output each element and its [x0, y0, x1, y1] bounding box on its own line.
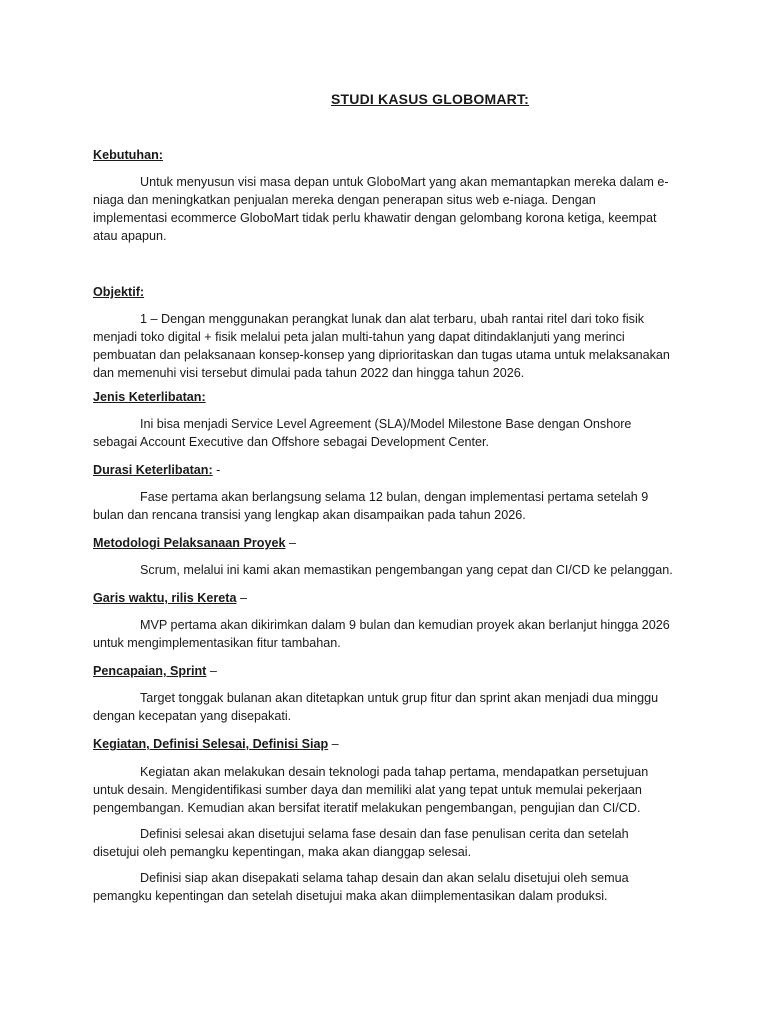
paragraph-kegiatan-1: Kegiatan akan melakukan desain teknologi pada tahap pertama, mendapatkan persetujuan untuk desain. Mengidentifikasi sumber daya dan memiliki alat yang tepat untuk memulai pekerjaan pengembangan. Kemudian akan bersifat iteratif melakukan pengembangan, pengujian dan CI/CD.	[93, 765, 649, 815]
paragraph-garis-waktu: MVP pertama akan dikirimkan dalam 9 bulan dan kemudian proyek akan berlanjut hingga 2026 untuk mengimplementasikan fitur tambahan.	[93, 618, 670, 650]
paragraph-metodologi: Scrum, melalui ini kami akan memastikan pengembangan yang cepat dan CI/CD ke pelanggan.	[140, 563, 673, 577]
section-heading-kegiatan	[93, 735, 673, 753]
paragraph-kegiatan-2: Definisi selesai akan disetujui selama fase desain dan fase penulisan cerita dan setelah disetujui oleh pemangku kepentingan, maka akan dianggap selesai.	[93, 827, 629, 859]
heading-dash: –	[206, 664, 217, 678]
section-heading-durasi	[93, 461, 673, 479]
paragraph-kebutuhan: Untuk menyusun visi masa depan untuk GloboMart yang akan memantapkan mereka dalam e-niaga dan meningkatkan penjualan mereka dengan penerapan situs web e-niaga. Dengan implementasi ecommerce GloboMart tidak perlu khawatir dengan gelombang korona ketiga, keempat atau apapun.	[93, 175, 669, 243]
document-body	[93, 146, 673, 905]
heading-label: Kegiatan, Definisi Selesai, Definisi Siap	[93, 737, 329, 751]
heading-dash: –	[236, 591, 248, 605]
paragraph-pencapaian: Target tonggak bulanan akan ditetapkan untuk grup fitur dan sprint akan menjadi dua minggu dengan kecepatan yang disepakati.	[93, 691, 659, 723]
document-title: STUDI KASUS GLOBOMART:	[330, 91, 530, 107]
heading-label: Kebutuhan:	[93, 148, 163, 162]
paragraph-jenis: Ini bisa menjadi Service Level Agreement (SLA)/Model Milestone Base dengan Onshore sebagai Account Executive dan Offshore sebagai Development Center.	[93, 417, 632, 449]
section-heading-metodologi	[93, 534, 673, 552]
section-heading-garis-waktu	[93, 589, 673, 607]
section-heading-jenis	[93, 388, 673, 406]
section-heading-kebutuhan	[93, 146, 673, 164]
heading-label: Jenis Keterlibatan:	[93, 390, 206, 404]
paragraph-durasi: Fase pertama akan berlangsung selama 12 bulan, dengan implementasi pertama setelah 9 bulan dan rencana transisi yang lengkap akan disampaikan pada tahun 2026.	[93, 490, 649, 522]
section-heading-pencapaian	[93, 662, 673, 680]
heading-label: Objektif:	[93, 285, 145, 299]
heading-label: Metodologi Pelaksanaan Proyek	[93, 536, 286, 550]
paragraph-objektif: 1 – Dengan menggunakan perangkat lunak dan alat terbaru, ubah rantai ritel dari toko fisik menjadi toko digital + fisik melalui peta jalan multi-tahun yang dapat ditindaklanjuti yang merinci pembuatan dan pelaksanaan konsep-konsep yang diprioritaskan dan tugas utama untuk melaksanakan dan memenuhi visi tersebut dimulai pada tahun 2022 dan hingga tahun 2026.	[93, 312, 670, 380]
heading-dash: –	[285, 536, 296, 550]
heading-label: Garis waktu, rilis Kereta	[93, 591, 237, 605]
heading-label: Pencapaian, Sprint	[93, 664, 207, 678]
heading-dash: -	[212, 463, 221, 477]
heading-label: Durasi Keterlibatan:	[93, 463, 213, 477]
paragraph-kegiatan-3: Definisi siap akan disepakati selama tahap desain dan akan selalu disetujui oleh semua pemangku kepentingan dan setelah disetujui maka akan diimplementasikan dalam produksi.	[93, 871, 629, 903]
heading-dash: –	[328, 737, 339, 751]
section-heading-objektif	[93, 283, 673, 301]
